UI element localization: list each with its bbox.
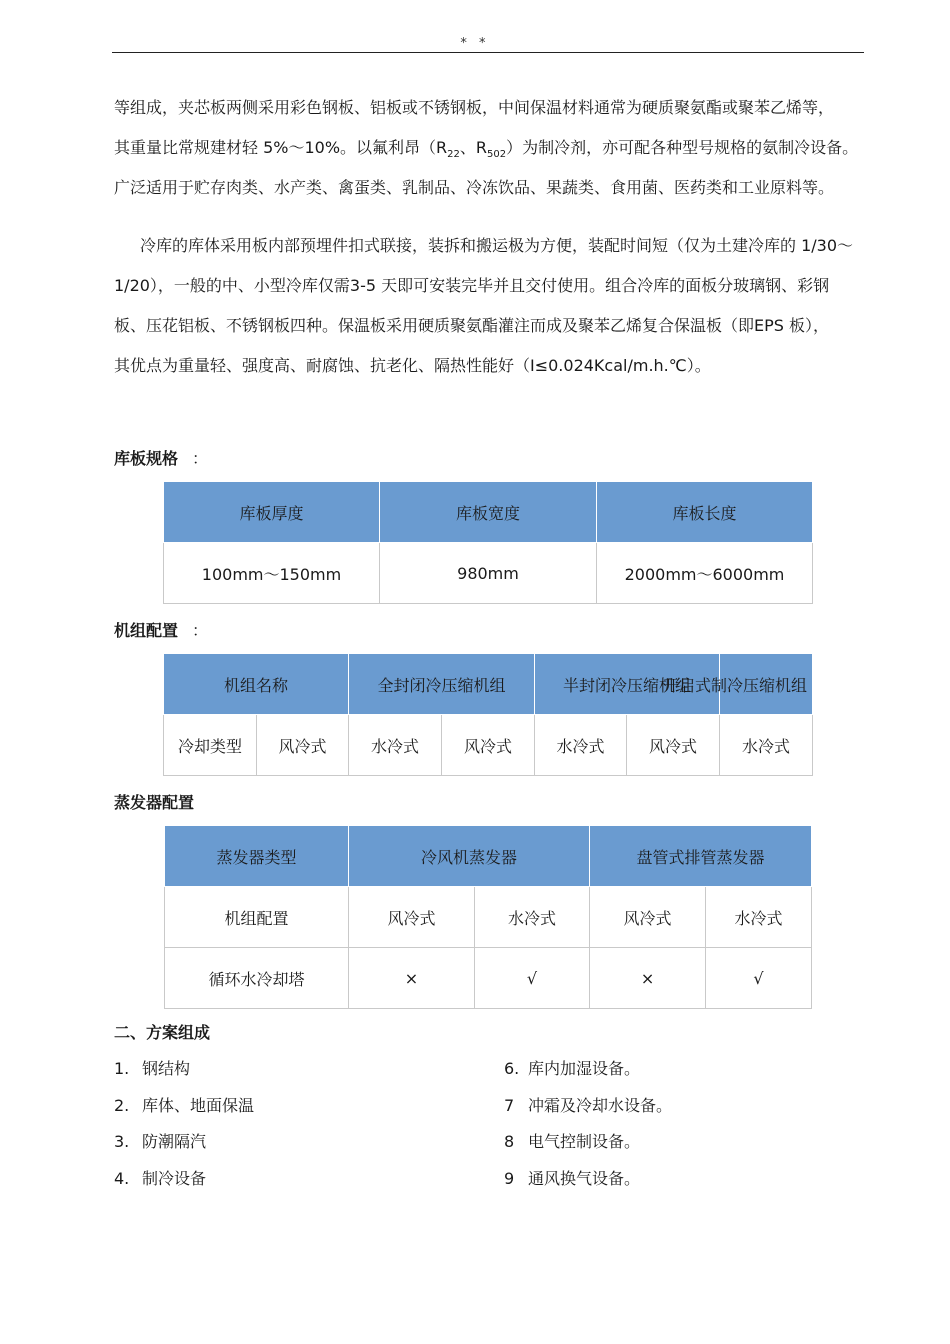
list-text: 冲霜及冷却水设备。 <box>528 1096 673 1115</box>
header-rule <box>112 52 864 53</box>
header-cell: 机组名称 <box>164 654 349 715</box>
paragraph-line <box>114 128 866 168</box>
heading-colon: ： <box>192 621 209 640</box>
text-run: ）为制冷剂，亦可配各种型号规格的氨制冷设备。 <box>506 138 859 157</box>
list-text: 钢结构 <box>142 1059 191 1078</box>
paragraph-line: 板、压花铝板、不锈钢板四种。保温板采用硬质聚氨酯灌注而成及聚苯乙烯复合保温板（即EPS 板）， <box>114 316 830 335</box>
paragraph-line: 其优点为重量轻、强度高、耐腐蚀、抗老化、隔热性能好（I≤0.024Kcal/m.h.℃）。 <box>114 356 711 375</box>
table-cell: 水冷式 <box>535 715 627 776</box>
list-number: 8 <box>504 1132 515 1151</box>
heading-text: 库板规格 <box>114 449 179 468</box>
heading-text: 蒸发器配置 <box>114 793 195 812</box>
list-item <box>114 1056 190 1079</box>
subscript-22: 22 <box>447 149 460 160</box>
table-cell: 100mm～150mm <box>164 543 380 604</box>
list-text: 通风换气设备。 <box>528 1169 641 1188</box>
header-cell: 蒸发器类型 <box>165 826 349 887</box>
list-item <box>504 1056 640 1079</box>
paragraph-line: 等组成，夹芯板两侧采用彩色钢板、铝板或不锈钢板，中间保温材料通常为硬质聚氨酯或聚苯乙烯等， <box>114 98 835 117</box>
paragraph-assembly <box>114 226 866 386</box>
list-item <box>114 1166 206 1189</box>
table-cell: 风冷式 <box>442 715 535 776</box>
text-run: 、R <box>459 138 488 157</box>
page-header-mark: * * <box>460 36 490 51</box>
header-cell: 库板长度 <box>597 482 813 543</box>
header-cell: 半封闭冷压缩机组 <box>535 654 720 715</box>
header-text: 开启式制冷压缩机组 <box>663 675 808 695</box>
row-label-cell: 机组配置 <box>165 887 349 948</box>
row-label-cell: 循环水冷却塔 <box>165 948 349 1009</box>
table-cell: × <box>349 948 475 1009</box>
table-cell: 水冷式 <box>475 887 590 948</box>
list-item <box>504 1166 640 1189</box>
panel-spec-table <box>163 481 813 604</box>
table-cell: √ <box>475 948 590 1009</box>
list-item <box>504 1093 672 1116</box>
list-number: 3. <box>114 1132 130 1151</box>
table-header-row <box>165 826 812 887</box>
list-text: 电气控制设备。 <box>528 1132 641 1151</box>
table-cell: 风冷式 <box>349 887 475 948</box>
header-cell: 库板厚度 <box>164 482 380 543</box>
text-run: 其重量比常规建材轻 5%～10%。以氟利昂（R <box>114 138 448 157</box>
table-cell: √ <box>706 948 812 1009</box>
subscript-502: 502 <box>487 149 507 160</box>
table-cell: 风冷式 <box>627 715 720 776</box>
list-number: 9 <box>504 1169 515 1188</box>
list-number: 4. <box>114 1169 130 1188</box>
table-row <box>164 543 813 604</box>
list-item <box>114 1093 254 1116</box>
list-number: 6. <box>504 1059 520 1078</box>
unit-config-heading <box>114 618 208 641</box>
heading-colon: ： <box>192 449 209 468</box>
table-cell: 2000mm～6000mm <box>597 543 813 604</box>
list-number: 7 <box>504 1096 515 1115</box>
table-row <box>164 715 813 776</box>
evaporator-config-table <box>164 825 812 1009</box>
header-cell: 全封闭冷压缩机组 <box>349 654 535 715</box>
plan-heading: 二、方案组成 <box>114 1023 211 1042</box>
header-cell: 库板宽度 <box>380 482 597 543</box>
table-cell: 水冷式 <box>720 715 813 776</box>
header-cell: 冷风机蒸发器 <box>349 826 590 887</box>
list-text: 制冷设备 <box>142 1169 207 1188</box>
table-cell: 水冷式 <box>706 887 812 948</box>
list-text: 防潮隔汽 <box>142 1132 207 1151</box>
paragraph-sandwich-panel <box>114 88 866 208</box>
heading-text: 机组配置 <box>114 621 179 640</box>
panel-spec-heading <box>114 446 208 469</box>
list-item <box>504 1129 640 1152</box>
table-header-row <box>164 482 813 543</box>
list-item <box>114 1129 206 1152</box>
paragraph-line: 广泛适用于贮存肉类、水产类、禽蛋类、乳制品、冷冻饮品、果蔬类、食用菌、医药类和工业原料等。 <box>114 178 835 197</box>
list-number: 1. <box>114 1059 130 1078</box>
list-text: 库内加湿设备。 <box>528 1059 641 1078</box>
paragraph-line: 冷库的库体采用板内部预埋件扣式联接，装拆和搬运极为方便，装配时间短（仅为土建冷库的 1/30～ <box>140 236 854 255</box>
table-row <box>165 948 812 1009</box>
table-row <box>165 887 812 948</box>
list-number: 2. <box>114 1096 130 1115</box>
header-cell <box>663 654 813 715</box>
unit-config-table <box>163 653 813 776</box>
table-header-row <box>164 654 813 715</box>
table-cell: 风冷式 <box>257 715 349 776</box>
evaporator-config-heading <box>114 790 194 813</box>
table-cell: 风冷式 <box>590 887 706 948</box>
header-cell: 盘管式排管蒸发器 <box>590 826 812 887</box>
table-cell: 980mm <box>380 543 597 604</box>
list-text: 库体、地面保温 <box>142 1096 255 1115</box>
table-cell: × <box>590 948 706 1009</box>
row-label-cell: 冷却类型 <box>164 715 257 776</box>
paragraph-line: 1/20），一般的中、小型冷库仅需3-5 天即可安装完毕并且交付使用。组合冷库的面板分玻璃钢、彩钢 <box>114 276 830 295</box>
table-cell: 水冷式 <box>349 715 442 776</box>
